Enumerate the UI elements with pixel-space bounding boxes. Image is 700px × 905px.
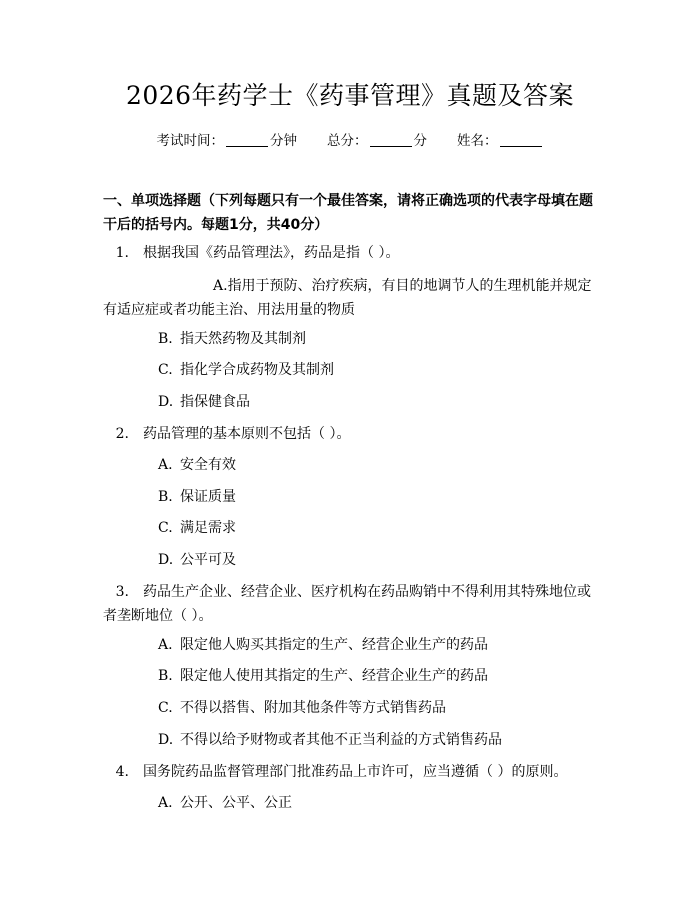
- option-letter: A.: [213, 278, 228, 294]
- option-letter: C.: [158, 520, 173, 536]
- question-stem: 根据我国《药品管理法》，药品是指（ ）。: [143, 245, 400, 261]
- option-text: 满足需求: [180, 520, 236, 536]
- question-2: [103, 422, 603, 446]
- question-1-option-a: [103, 274, 600, 322]
- option-text: 公开、公平、公正: [180, 795, 292, 811]
- option-letter: B.: [158, 489, 173, 505]
- question-number: 1.: [115, 245, 129, 261]
- name-blank: [500, 133, 542, 147]
- question-1-option-b: [158, 327, 598, 351]
- question-3-option-a: [158, 633, 598, 657]
- question-number: 2.: [115, 426, 129, 442]
- question-3-option-c: [158, 696, 598, 720]
- question-2-option-a: [158, 453, 598, 477]
- option-text: 指化学合成药物及其制剂: [180, 362, 334, 378]
- question-4-option-a: [158, 791, 598, 815]
- option-text: 指用于预防、治疗疾病，有目的地调节人的生理机能并规定有适应症或者功能主治、用法用量的物质: [103, 278, 592, 318]
- option-letter: C.: [158, 700, 173, 716]
- score-blank: [370, 133, 412, 147]
- question-1: [103, 241, 603, 265]
- question-2-option-d: [158, 548, 598, 572]
- question-2-option-c: [158, 516, 598, 540]
- question-4: [103, 760, 603, 784]
- question-stem: 药品管理的基本原则不包括（ ）。: [143, 426, 351, 442]
- time-label: 考试时间：: [156, 133, 224, 149]
- question-1-option-c: [158, 358, 598, 382]
- page-title: 2026年药学士《药事管理》真题及答案: [125, 81, 575, 110]
- question-3-option-b: [158, 664, 598, 688]
- name-label: 姓名：: [457, 133, 498, 149]
- option-text: 不得以给予财物或者其他不正当利益的方式销售药品: [180, 732, 502, 748]
- question-number: 4.: [115, 764, 129, 780]
- option-text: 不得以搭售、附加其他条件等方式销售药品: [180, 700, 446, 716]
- question-3-option-d: [158, 728, 598, 752]
- question-number: 3.: [115, 584, 129, 600]
- question-2-option-b: [158, 485, 598, 509]
- option-letter: D.: [158, 732, 174, 748]
- option-text: 安全有效: [180, 457, 236, 473]
- option-text: 限定他人使用其指定的生产、经营企业生产的药品: [180, 668, 488, 684]
- score-unit: 分: [413, 133, 427, 149]
- option-letter: D.: [158, 552, 174, 568]
- option-letter: B.: [158, 331, 173, 347]
- option-letter: B.: [158, 668, 173, 684]
- section-heading: 一、单项选择题（下列每题只有一个最佳答案，请将正确选项的代表字母填在题干后的括号内。每题1分，共40分）: [103, 193, 593, 233]
- option-letter: C.: [158, 362, 173, 378]
- time-unit: 分钟: [269, 133, 297, 149]
- exam-meta-line: [0, 132, 700, 150]
- option-text: 公平可及: [180, 552, 236, 568]
- time-blank: [226, 133, 268, 147]
- question-stem: 药品生产企业、经营企业、医疗机构在药品购销中不得利用其特殊地位或者垄断地位（ ）。: [103, 584, 591, 624]
- option-letter: A.: [158, 637, 173, 653]
- question-1-option-d: [158, 390, 598, 414]
- question-3: [103, 580, 603, 628]
- option-letter: A.: [158, 795, 173, 811]
- option-text: 指保健食品: [180, 394, 250, 410]
- option-text: 指天然药物及其制剂: [180, 331, 306, 347]
- option-text: 保证质量: [180, 489, 236, 505]
- option-text: 限定他人购买其指定的生产、经营企业生产的药品: [180, 637, 488, 653]
- option-letter: A.: [158, 457, 173, 473]
- score-label: 总分：: [327, 133, 368, 149]
- question-stem: 国务院药品监督管理部门批准药品上市许可，应当遵循（ ）的原则。: [143, 764, 568, 780]
- option-letter: D.: [158, 394, 174, 410]
